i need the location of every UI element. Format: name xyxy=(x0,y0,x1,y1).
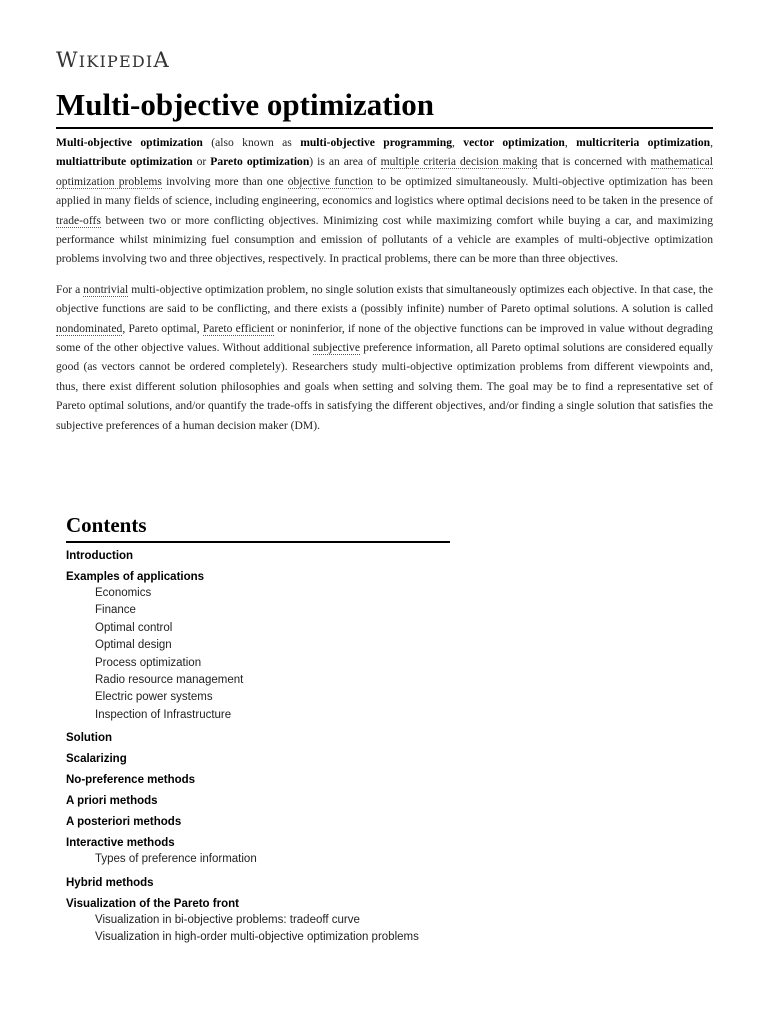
table-of-contents xyxy=(66,511,450,946)
bold-term: Multi-objective optimization xyxy=(56,136,203,149)
wiki-link[interactable]: objective function xyxy=(287,174,373,188)
paragraph-text: For a xyxy=(56,282,84,296)
paragraph-text: to be optimized simultaneously. Multi-objective optimization has been applied in many fields of science, including engineering, economics and logistics where optimal decisions need to be taken in the presence of xyxy=(56,174,713,208)
brand-text: WIKIPEDIA xyxy=(56,48,170,72)
bold-term: vector optimization xyxy=(463,136,565,149)
toc-list xyxy=(66,548,450,946)
toc-subsection-link[interactable]: Types of preference information xyxy=(95,853,257,866)
paragraph-text: involving more than one xyxy=(161,174,288,188)
bold-term: multiattribute optimization xyxy=(56,155,193,169)
paragraph-text: multi-objective optimization problem, no single solution exists that simultaneously optimizes each objective. In that case, the objective functions are said to be conflicting, and there exists a (possibly infinite) number of Pareto optimal solutions. A solution is called xyxy=(56,282,713,316)
wiki-link[interactable]: nondominated xyxy=(56,321,123,335)
paragraph-text: (also known as xyxy=(202,136,301,149)
wiki-link[interactable]: nontrivial xyxy=(83,282,129,296)
toc-section-link[interactable]: Solution xyxy=(66,732,112,745)
toc-subsection-link[interactable]: Finance xyxy=(95,604,136,617)
paragraph-text: ) is an area of xyxy=(309,155,381,169)
toc-subsection-link[interactable]: Electric power systems xyxy=(95,691,213,704)
toc-section-link[interactable]: No-preference methods xyxy=(66,774,196,787)
paragraph-text: , xyxy=(452,136,464,149)
intro-paragraph-2 xyxy=(56,280,713,435)
toc-section-link[interactable]: Introduction xyxy=(66,550,134,562)
toc-subsection-link[interactable]: Economics xyxy=(95,587,152,599)
bold-term: multi-objective programming xyxy=(300,136,452,149)
toc-subsection-link[interactable]: Process optimization xyxy=(95,656,202,669)
toc-title: Contents xyxy=(66,511,450,543)
paragraph-text: or xyxy=(192,155,211,169)
toc-subsection-link[interactable]: Optimal control xyxy=(95,621,173,634)
toc-subsection-link[interactable]: Radio resource management xyxy=(95,674,244,687)
toc-section-link[interactable]: Examples of applications xyxy=(66,571,205,583)
toc-section-link[interactable]: A priori methods xyxy=(66,795,158,808)
intro-paragraph-1 xyxy=(56,133,713,269)
wiki-link[interactable]: trade-offs xyxy=(56,213,101,227)
wiki-link[interactable]: Pareto efficient xyxy=(202,321,275,335)
paragraph-text: between two or more conflicting objectives. Minimizing cost while maximizing comfort while buying a car, and maximizing performance whilst minimizing fuel consumption and emission of pollutants of a vehicle are examples of multi-objective optimization problems involving two and three objectives, respectively. In practical problems, there can be more than three objectives. xyxy=(56,213,713,266)
paragraph-text: , xyxy=(710,136,714,149)
toc-section-link[interactable]: Hybrid methods xyxy=(66,876,154,889)
paragraph-text: preference information, all Pareto optimal solutions are considered equally good (as vectors cannot be ordered completely). Researchers study multi-objective optimization problems from different viewpoints and, thus, there exist different solution philosophies and goals when setting and solving them. The goal may be to find a representative set of Pareto optimal solutions, and/or quantify the trade-offs in satisfying the different objectives, and/or finding a single solution that satisfies the subjective preferences of a human decision maker (DM). xyxy=(56,341,714,432)
bold-term: Pareto optimization xyxy=(210,155,310,169)
toc-section-link[interactable]: Interactive methods xyxy=(66,837,175,850)
wiki-link[interactable]: subjective xyxy=(313,341,361,355)
paragraph-text: , xyxy=(564,136,577,149)
article-page xyxy=(56,0,713,435)
toc-subsection-link[interactable]: Inspection of Infrastructure xyxy=(95,708,232,721)
paragraph-text: , Pareto optimal, xyxy=(122,321,203,335)
paragraph-text: or noninferior, if none of the objective functions can be improved in value without degrading some of the other objective values. Without additional xyxy=(56,321,713,355)
wiki-link[interactable]: mathematical optimization problems xyxy=(56,155,713,188)
toc-section-link[interactable]: A posteriori methods xyxy=(66,816,182,829)
paragraph-text: that is concerned with xyxy=(537,155,651,169)
bold-term: multicriteria optimization xyxy=(576,136,711,149)
toc-subsection-link[interactable]: Optimal design xyxy=(95,639,172,652)
toc-section-link[interactable]: Visualization of the Pareto front xyxy=(66,897,239,910)
page-title: Multi-objective optimization xyxy=(56,86,713,129)
toc-section-link[interactable]: Scalarizing xyxy=(66,753,127,766)
toc-subsection-link[interactable]: Visualization in bi-objective problems: tradeoff curve xyxy=(95,913,360,926)
wiki-link[interactable]: multiple criteria decision making xyxy=(380,155,538,169)
toc-subsection-link[interactable]: Visualization in high-order multi-objective optimization problems xyxy=(95,931,419,944)
wikipedia-wordmark[interactable] xyxy=(56,48,713,74)
